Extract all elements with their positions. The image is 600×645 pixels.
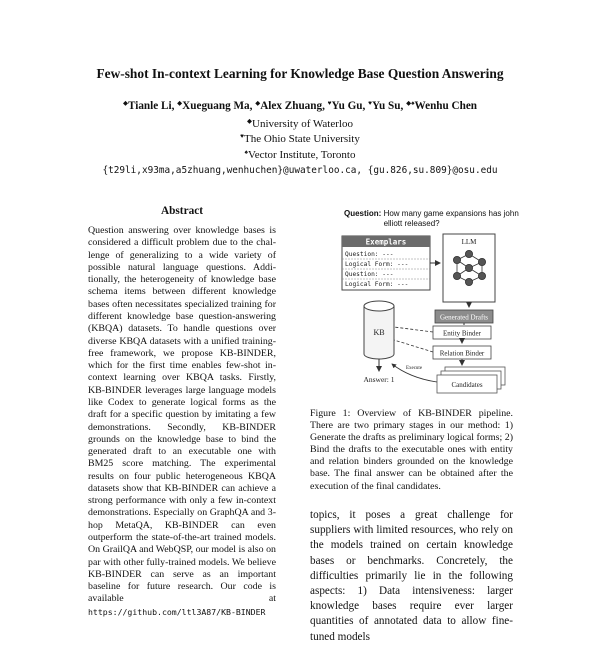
author-emails: {t29li,x93ma,a5zhuang,wenhuchen}@uwaterloo.ca, {gu.826,su.809}@osu.edu xyxy=(102,165,498,176)
author-2: ◆Xueguang Ma, xyxy=(177,100,253,112)
affiliation-osu: ♥The Ohio State University xyxy=(240,133,360,145)
kb-label: KB xyxy=(373,328,385,337)
author-4: ♥Yu Gu, xyxy=(327,100,366,112)
entity-binder-box xyxy=(433,326,491,339)
author-list xyxy=(0,99,600,112)
affiliation-vector: ♠Vector Institute, Toronto xyxy=(244,149,356,161)
kb-database-icon xyxy=(364,301,394,359)
abstract-text: Question answering over knowledge bases is considered a difficult problem due to the challenge of generalizing to a wide variety of possible natural language questions. Additionally, the heterogeneity of knowledge base schema items between different knowledge bases often necessitates specialized training for different knowledge base question-answering (KBQA) datasets. To handle questions over diverse KBQA datasets with a unified training-free framework, we propose KB-BINDER, which for the first time enables few-shot in-context learning over KBQA tasks. Firstly, KB-BINDER leverages large language models like Codex to generate logical forms as the draft for a specific question by imitating a few demonstrations. Secondly, KB-BINDER grounds on the knowledge base to bind the generated draft to an executable one with BM25 score matching. The experimental results on four public heterogeneous KBQA datasets show that KB-BINDER can achieve a strong performance with only a few in-context demonstrations. Especially on GraphQA and 3-hop MetaQA, KB-BINDER can even outperform the state-of-the-art trained models. On GrailQA and WebQSP, our model is also on par with other fully-trained models. We believe KB-BINDER can serve as an important baseline for future research. Our code is available at xyxy=(88,225,276,605)
pipeline-figure xyxy=(330,230,520,400)
answer-label: Answer: 1 xyxy=(363,375,395,384)
code-link[interactable]: https://github.com/ltl3A87/KB-BINDER xyxy=(88,606,266,617)
author-5: ♥Yu Su, xyxy=(368,100,404,112)
relation-binder-box xyxy=(433,346,491,359)
question-text: How many game expansions has john elliott released? xyxy=(383,209,519,228)
abstract-heading: Abstract xyxy=(160,205,204,217)
generated-drafts-label: Generated Drafts xyxy=(439,313,489,322)
figure-question xyxy=(344,209,524,229)
abstract-body xyxy=(88,225,276,619)
question-label: Question: xyxy=(344,209,382,218)
exemplar-line-3: Question: --- xyxy=(345,271,394,278)
body-text: topics, it poses a great challenge for suppliers with limited resources, who rely on the models trained on certain knowledge bases or benchmarks. Concretely, the difficulties primarily lie in the following aspects: 1) Data intensiveness: larger knowledge bases require ever larger quantities of annotated data to allow fine-tuned models xyxy=(310,509,513,643)
figure-caption: Figure 1: Overview of KB-BINDER pipeline. There are two primary stages in our method: 1) Generate the drafts as preliminary logical forms; 2) Bind the drafts to the executable ones with entity and relation binders grounded on the knowledge base. The final answer can be obtained after the execution of the final candidates. xyxy=(310,408,513,492)
exemplar-line-2: Logical Form: --- xyxy=(345,261,409,268)
execute-label: Execute xyxy=(405,366,423,371)
exemplar-line-4: Logical Form: --- xyxy=(345,281,409,288)
exemplars-box xyxy=(342,236,430,290)
exemplars-title: Exemplars xyxy=(365,237,407,247)
generated-drafts-box xyxy=(435,310,493,323)
llm-box xyxy=(443,234,495,302)
entity-binder-label: Entity Binder xyxy=(443,329,481,338)
paper-title: Few-shot In-context Learning for Knowledge Base Question Answering xyxy=(96,66,504,81)
relation-binder-label: Relation Binder xyxy=(439,349,485,358)
candidates-stack xyxy=(437,367,505,393)
affiliation-waterloo: ◆University of Waterloo xyxy=(247,118,353,130)
author-3: ◆Alex Zhuang, xyxy=(255,100,325,112)
llm-label: LLM xyxy=(461,238,477,246)
candidates-label: Candidates xyxy=(451,381,483,389)
author-1: ◆Tianle Li, xyxy=(122,100,175,112)
exemplar-line-1: Question: --- xyxy=(345,251,394,258)
author-6: ◆♠Wenhu Chen xyxy=(406,100,478,112)
